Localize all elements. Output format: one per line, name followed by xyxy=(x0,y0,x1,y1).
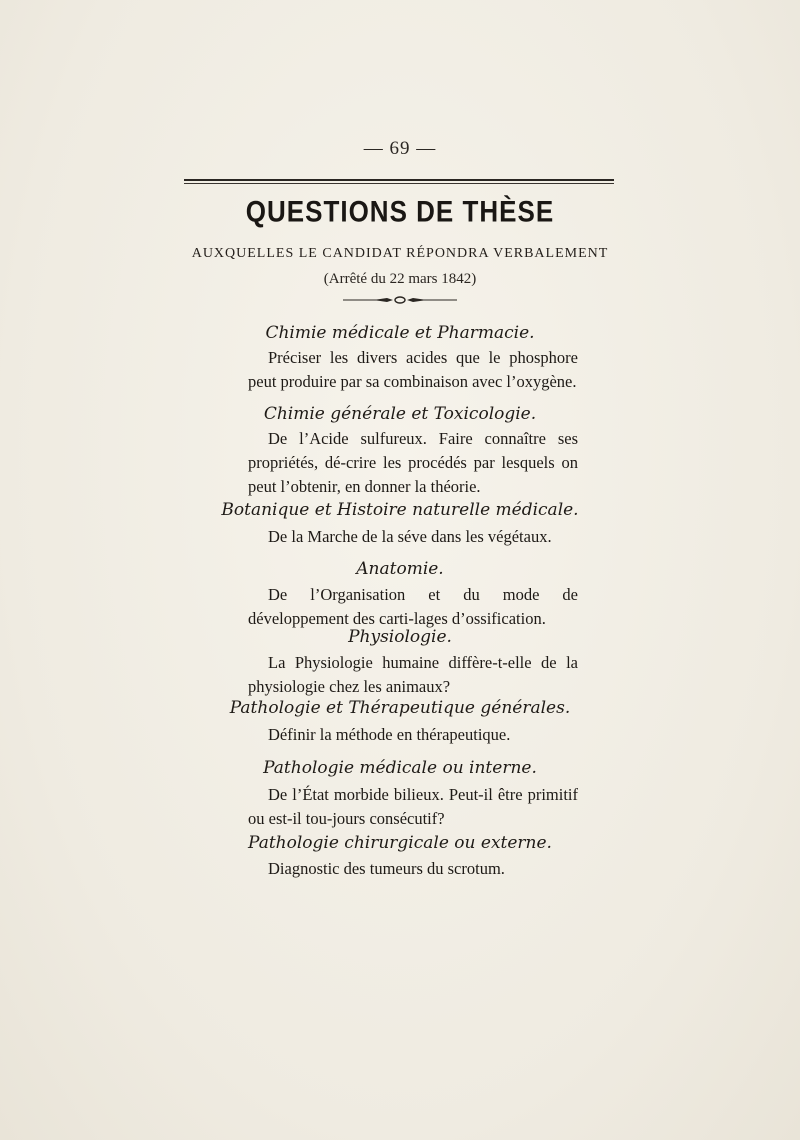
section-heading-pathologie-interne: Pathologie médicale ou interne. xyxy=(263,758,537,778)
section-heading-pathologie-generale: Pathologie et Thérapeutique générales. xyxy=(229,698,571,718)
section-heading-anatomie: Anatomie. xyxy=(356,559,444,579)
section-heading-chimie-generale: Chimie générale et Toxicologie. xyxy=(263,404,537,424)
page-subtitle: AUXQUELLES LE CANDIDAT RÉPONDRA VERBALEMENT xyxy=(191,246,609,261)
section-text-botanique xyxy=(248,525,578,549)
header-rule xyxy=(184,179,614,185)
section-text-chimie-generale xyxy=(248,427,578,499)
rule-thin-line xyxy=(184,183,614,184)
section-text-content: De l’Acide sulfureux. Faire connaître ses propriétés, dé-crire les procédés par lesquels on peut l’obtenir, en donner la théorie. xyxy=(248,429,578,496)
section-heading-pathologie-externe: Pathologie chirurgicale ou externe. xyxy=(248,833,552,853)
section-text-pathologie-externe xyxy=(248,857,578,881)
section-heading-chimie-medicale: Chimie médicale et Pharmacie. xyxy=(265,323,535,343)
section-text-pathologie-generale xyxy=(248,723,578,747)
section-text-physiologie xyxy=(248,651,578,699)
section-text-content: De l’État morbide bilieux. Peut-il être primitif ou est-il tou-jours consécutif? xyxy=(248,785,578,828)
section-text-anatomie xyxy=(248,583,578,631)
section-text-content: Préciser les divers acides que le phosphore peut produire par sa combinaison avec l’oxygène. xyxy=(248,348,578,391)
page-number: — 69 — xyxy=(363,138,437,159)
decree-note: (Arrêté du 22 mars 1842) xyxy=(323,271,477,287)
section-text-pathologie-interne xyxy=(248,783,578,831)
rule-thick-line xyxy=(184,179,614,181)
section-text-content: Définir la méthode en thérapeutique. xyxy=(268,725,511,744)
section-heading-physiologie: Physiologie. xyxy=(348,627,452,647)
section-text-content: De la Marche de la séve dans les végétaux. xyxy=(268,527,552,546)
ornament-divider-icon xyxy=(343,296,457,304)
section-text-content: La Physiologie humaine diffère-t-elle de la physiologie chez les animaux? xyxy=(248,653,578,696)
section-text-content: De l’Organisation et du mode de développement des carti-lages d’ossification. xyxy=(248,585,578,628)
section-text-content: Diagnostic des tumeurs du scrotum. xyxy=(268,859,505,878)
section-heading-botanique: Botanique et Histoire naturelle médicale. xyxy=(221,500,579,520)
section-text-chimie-medicale xyxy=(248,346,578,394)
page-title: QUESTIONS DE THÈSE xyxy=(245,193,555,229)
